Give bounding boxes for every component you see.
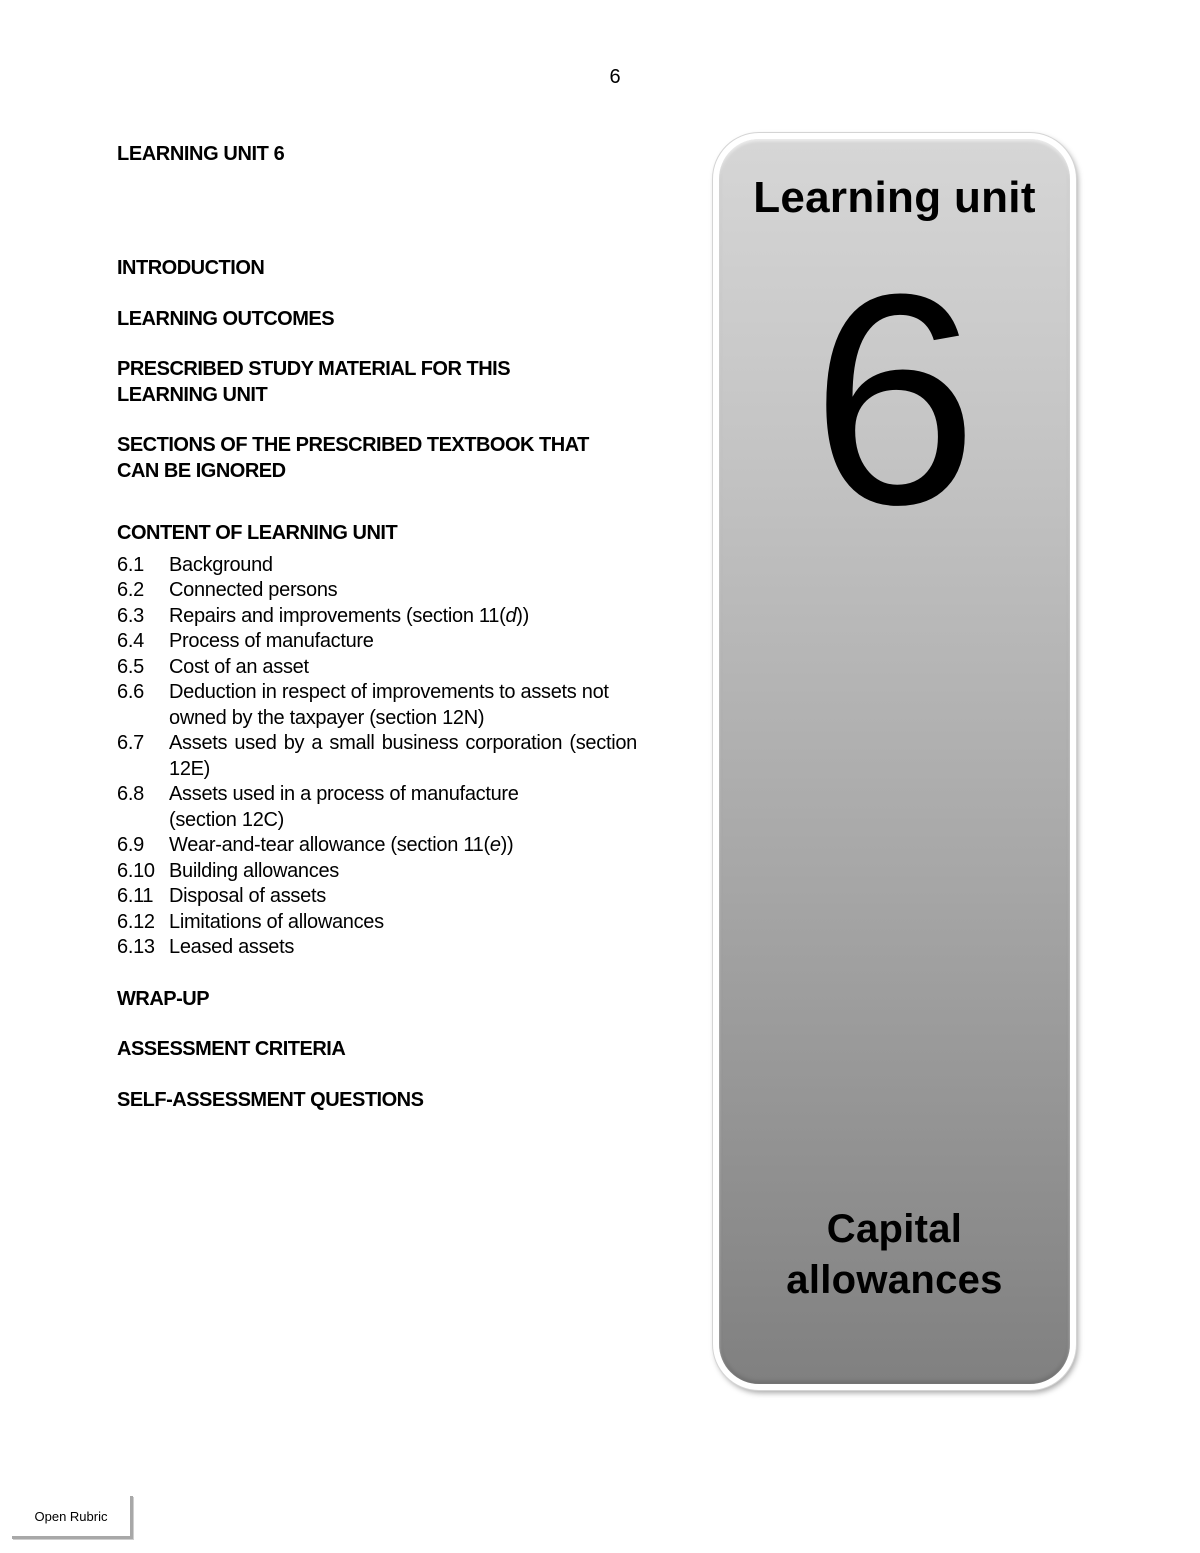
list-item xyxy=(117,578,637,604)
open-rubric-button[interactable]: Open Rubric xyxy=(12,1496,133,1539)
item-number: 6.3 xyxy=(117,604,144,627)
section-heading-introduction: INTRODUCTION xyxy=(117,257,265,279)
section-heading-assessment-criteria: ASSESSMENT CRITERIA xyxy=(117,1038,346,1060)
list-item xyxy=(117,680,637,731)
list-item xyxy=(117,935,637,961)
list-item xyxy=(117,731,637,782)
content-list xyxy=(117,553,637,961)
list-item xyxy=(117,833,637,859)
page-number: 6 xyxy=(609,66,621,88)
learning-unit-tab xyxy=(713,133,1076,1390)
item-number: 6.13 xyxy=(117,936,155,958)
section-heading-content: CONTENT OF LEARNING UNIT xyxy=(117,522,398,544)
item-number: 6.11 xyxy=(117,885,154,907)
section-heading-sections-ignored: SECTIONS OF THE PRESCRIBED TEXTBOOK THAT CAN BE IGNORED xyxy=(117,434,589,482)
list-item xyxy=(117,553,637,579)
item-text: Leased assets xyxy=(169,936,295,958)
list-item xyxy=(117,629,637,655)
item-text: Deduction in respect of improvements to assets not owned by the taxpayer (section 12N) xyxy=(169,681,609,729)
item-text: Building allowances xyxy=(169,859,339,882)
item-text: Cost of an asset xyxy=(169,655,309,678)
item-number: 6.4 xyxy=(117,630,144,652)
item-text: Assets used by a small business corporation (section 12E) xyxy=(169,732,637,780)
item-number: 6.5 xyxy=(117,655,144,678)
section-heading-self-assessment: SELF-ASSESSMENT QUESTIONS xyxy=(117,1088,424,1111)
tab-unit-number: 6 xyxy=(811,231,978,567)
list-item xyxy=(117,604,637,630)
tab-unit-title: Capital allowances xyxy=(786,1207,1003,1302)
list-item xyxy=(117,884,637,910)
item-number: 6.1 xyxy=(117,553,144,576)
item-text: Background xyxy=(169,553,273,576)
tab-label: Learning unit xyxy=(753,173,1036,222)
item-text: Connected persons xyxy=(169,579,338,601)
item-number: 6.7 xyxy=(117,732,144,754)
list-item xyxy=(117,782,637,833)
unit-heading: LEARNING UNIT 6 xyxy=(117,143,285,165)
item-text: Repairs and improvements (section 11(d)) xyxy=(169,604,530,627)
section-heading-learning-outcomes: LEARNING OUTCOMES xyxy=(117,307,335,330)
item-number: 6.10 xyxy=(117,859,155,882)
item-number: 6.6 xyxy=(117,681,144,703)
section-heading-prescribed-material: PRESCRIBED STUDY MATERIAL FOR THIS LEARNING UNIT xyxy=(117,358,511,406)
item-number: 6.2 xyxy=(117,579,144,601)
table-of-contents xyxy=(117,256,637,1113)
item-text: Assets used in a process of manufacture (section 12C) xyxy=(169,783,519,831)
item-text: Disposal of assets xyxy=(169,885,326,907)
item-text: Wear-and-tear allowance (section 11(e)) xyxy=(169,834,514,856)
list-item xyxy=(117,859,637,885)
item-number: 6.12 xyxy=(117,910,155,933)
list-item xyxy=(117,910,637,936)
section-heading-wrap-up: WRAP-UP xyxy=(117,987,210,1010)
item-number: 6.8 xyxy=(117,783,144,805)
learning-unit-tab-panel xyxy=(719,139,1070,1384)
list-item xyxy=(117,655,637,681)
item-text: Process of manufacture xyxy=(169,630,374,652)
item-number: 6.9 xyxy=(117,834,144,856)
item-text: Limitations of allowances xyxy=(169,910,384,933)
